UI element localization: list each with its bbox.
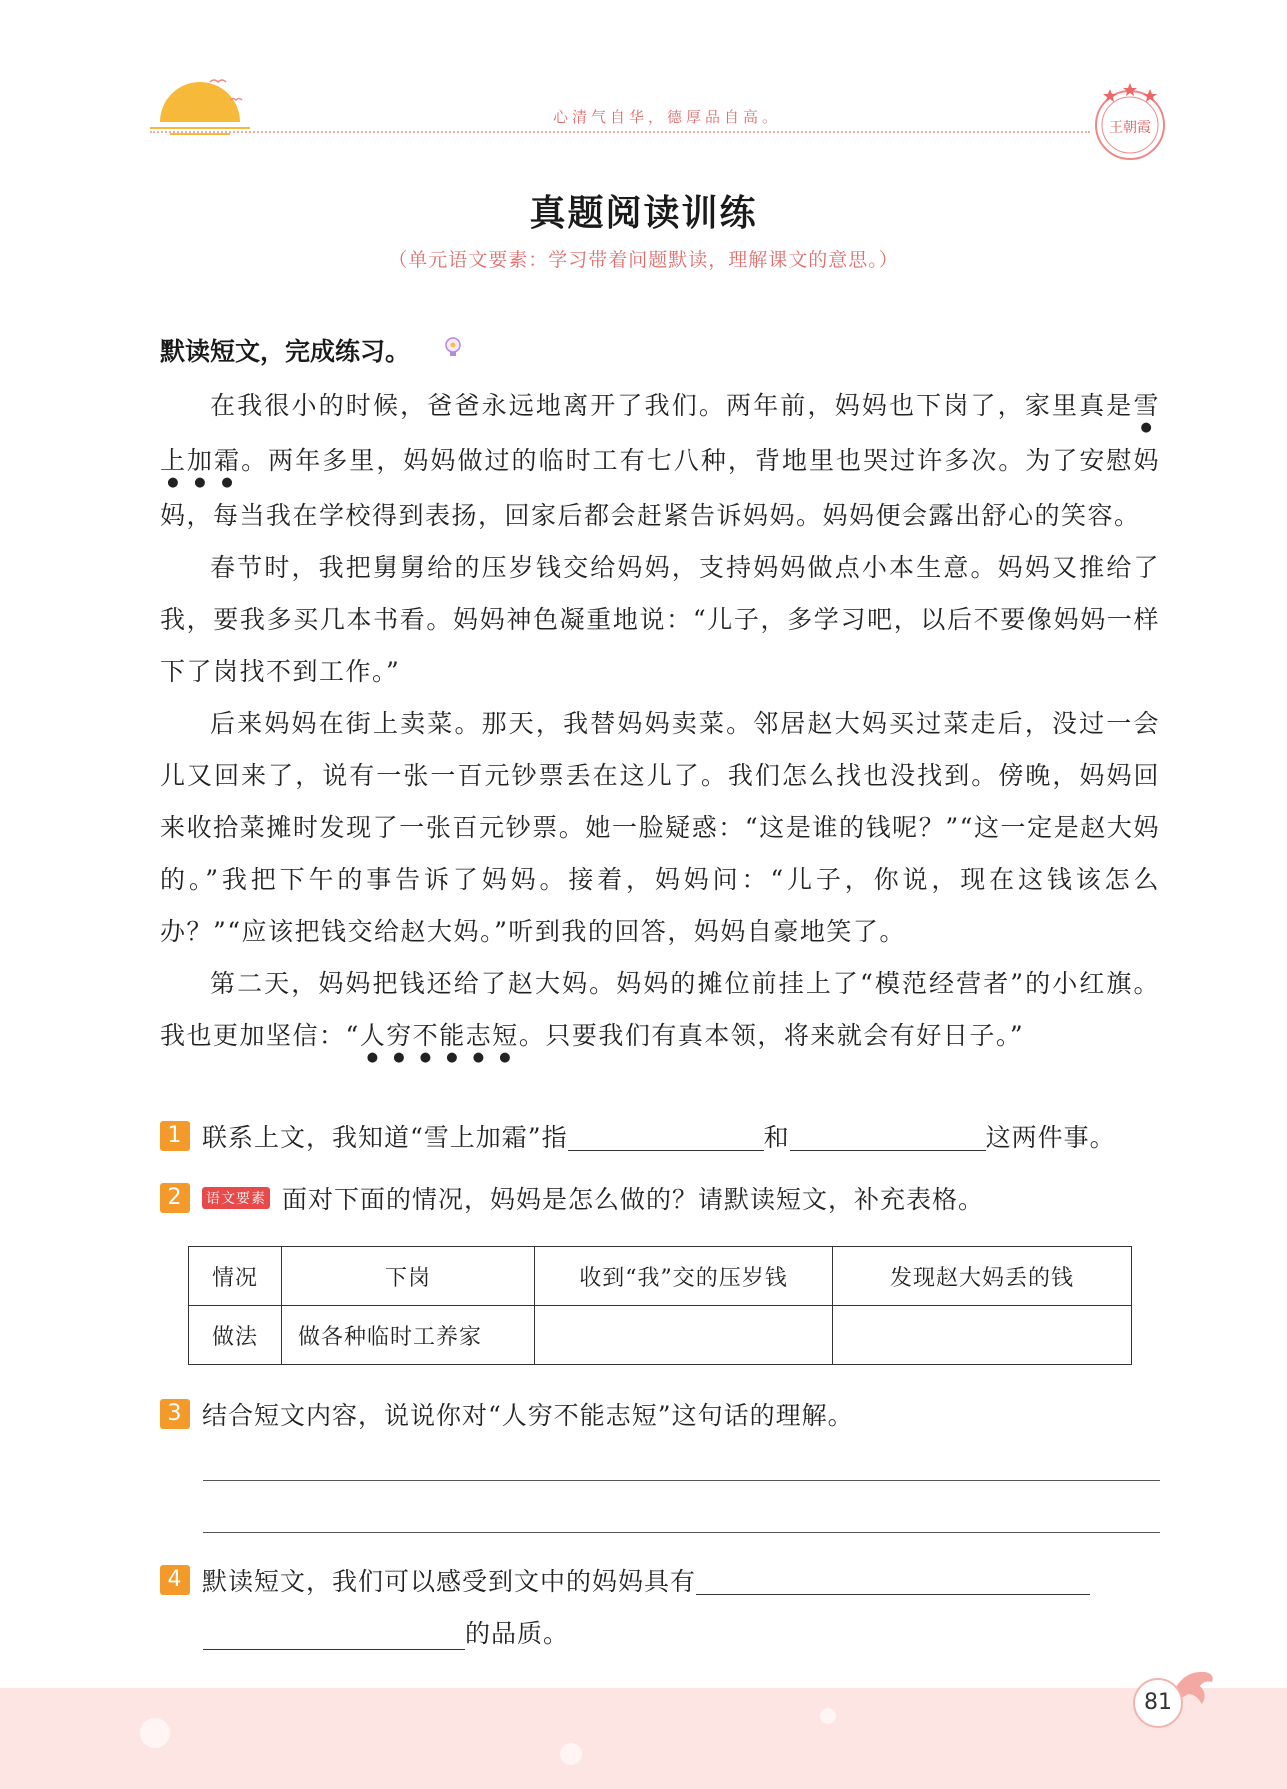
answer-blank[interactable] [696, 1566, 1090, 1595]
passage-paragraph-4: 第二天，妈妈把钱还给了赵大妈。妈妈的摊位前挂上了“模范经营者”的小红旗。我也更加坚信：“人穷不能志短。只要我们有真本领，将来就会有好日子。” [160, 969, 1160, 1050]
question-number: 4 [160, 1565, 190, 1595]
table-row: 情况 下岗 收到“我”交的压岁钱 发现赵大妈丢的钱 [189, 1247, 1132, 1306]
answer-blank[interactable] [203, 1621, 465, 1650]
header-motto: 心清气自华，德厚品自高。 [545, 106, 789, 127]
table-row: 做法 做各种临时工养家 [189, 1306, 1132, 1365]
svg-text:王朝霞: 王朝霞 [1109, 120, 1151, 136]
passage-paragraph-2: 春节时，我把舅舅给的压岁钱交给妈妈，支持妈妈做点小本生意。妈妈又推给了我，要我多买几本书看。妈妈神色凝重地说：“儿子，多学习吧，以后不要像妈妈一样下了岗找不到工作。” [160, 553, 1160, 686]
question-1: 1 联系上文，我知道“雪上加霜”指 和 这两件事。 [160, 1118, 1116, 1154]
lightbulb-icon [442, 336, 464, 358]
header-divider [150, 131, 1090, 133]
page-number: 81 [1133, 1678, 1183, 1728]
dotted-phrase: 人穷不能志短 [359, 1021, 519, 1050]
answer-cell[interactable] [833, 1306, 1132, 1365]
footer-band [0, 1688, 1287, 1789]
answer-blank[interactable] [790, 1122, 986, 1151]
question-tag: 语文要素 [202, 1187, 270, 1209]
question-number: 1 [160, 1121, 190, 1151]
passage-paragraph-3: 后来妈妈在街上卖菜。那天，我替妈妈卖菜。邻居赵大妈买过菜走后，没过一会儿又回来了，说有一张一百元钞票丢在这儿了。我们怎么找也没找到。傍晚，妈妈回来收拾菜摊时发现了一张百元钞票。她一脸疑惑：“这是谁的钱呢？”“这一定是赵大妈的。”我把下午的事告诉了妈妈。接着，妈妈问：“儿子，你说，现在这钱该怎么办？”“应该把钱交给赵大妈。”听到我的回答，妈妈自豪地笑了。 [160, 709, 1160, 946]
passage-paragraph-1: 在我很小的时候，爸爸永远地离开了我们。两年前，妈妈也下岗了，家里真是雪上加霜。两年多里，妈妈做过的临时工有七八种，背地里也哭过许多次。为了安慰妈妈，每当我在学校得到表扬，回家后都会赶紧告诉妈妈。妈妈便会露出舒心的笑容。 [160, 391, 1160, 530]
publisher-logo [1085, 75, 1175, 165]
question-4-continuation: 的品质。 [203, 1614, 569, 1650]
answer-table [188, 1246, 1132, 1365]
unit-requirement: （单元语文要素：学习带着问题默读，理解课文的意思。） [388, 249, 899, 271]
dotted-phrase: 雪上加霜 [160, 391, 1160, 475]
answer-line[interactable] [203, 1532, 1160, 1533]
question-2: 2 语文要素 面对下面的情况，妈妈是怎么做的？请默读短文，补充表格。 [160, 1180, 984, 1216]
reading-passage [160, 380, 1160, 1065]
answer-cell[interactable] [535, 1306, 833, 1365]
sunset-icon [150, 60, 250, 140]
instruction: 默读短文，完成练习。 [160, 337, 411, 366]
question-4: 4 默读短文，我们可以感受到文中的妈妈具有 [160, 1562, 1090, 1598]
answer-blank[interactable] [568, 1122, 764, 1151]
question-3: 3 结合短文内容，说说你对“人穷不能志短”这句话的理解。 [160, 1396, 854, 1432]
page-title: 真题阅读训练 [529, 193, 758, 234]
question-number: 2 [160, 1183, 190, 1213]
question-number: 3 [160, 1399, 190, 1429]
answer-line[interactable] [203, 1480, 1160, 1481]
